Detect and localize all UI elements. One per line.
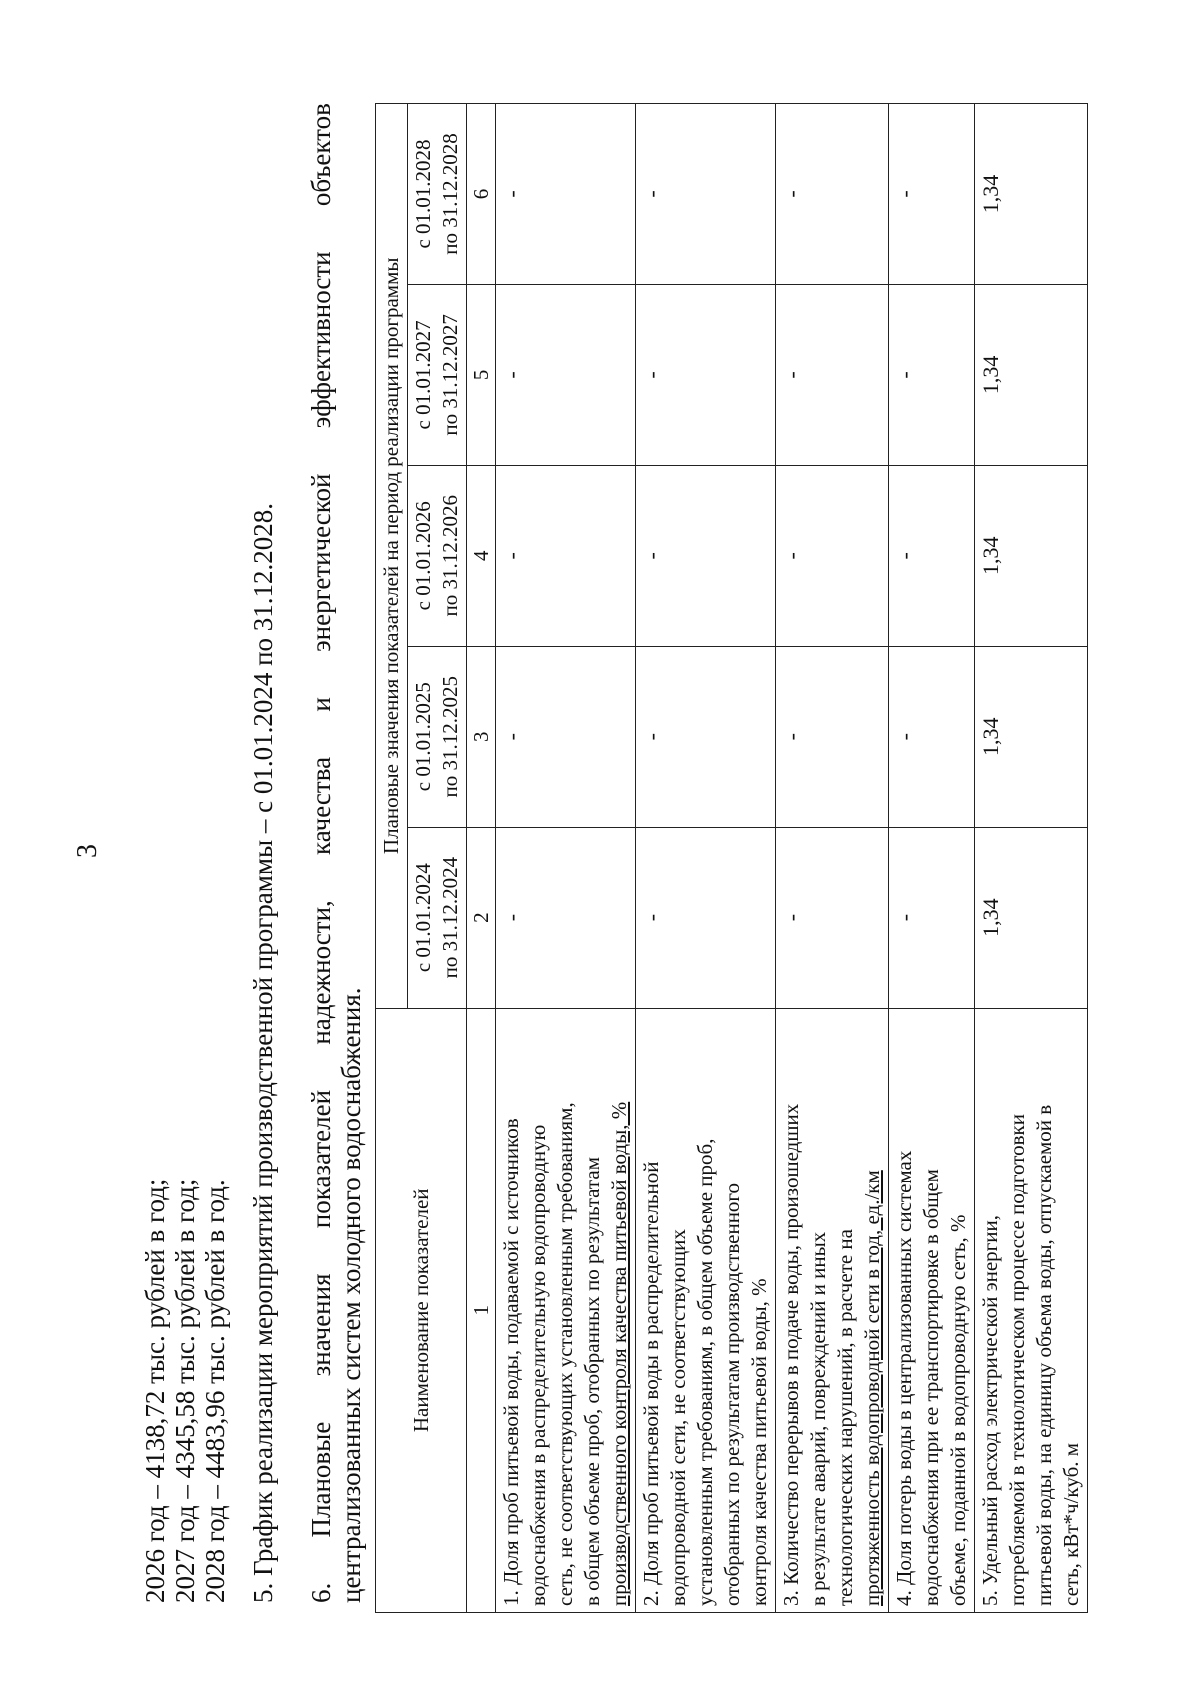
header-period: с 01.01.2024 по 31.12.2024 — [408, 827, 467, 1008]
indicator-value: 1,34 — [975, 646, 1088, 827]
indicator-value: 1,34 — [975, 104, 1088, 285]
indicator-name: 5. Удельный расход электрической энергии, потребляемой в технологическом процессе подготовки питьевой воды, на единицу объема воды, отпускаемой в сеть, кВт*ч/куб. м — [975, 1008, 1088, 1612]
header-period: с 01.01.2025 по 31.12.2025 — [408, 646, 467, 827]
table-row — [975, 104, 1088, 1613]
header-period: с 01.01.2026 по 31.12.2026 — [408, 465, 467, 646]
indicator-value: - — [636, 646, 776, 827]
indicator-value: - — [496, 646, 636, 827]
heading-word: надежности, — [306, 900, 336, 1045]
indicator-value: 1,34 — [975, 827, 1088, 1008]
indicator-name: 3. Количество перерывов в подаче воды, произошедших в результате аварий, повреждений и иных технологических нарушений, в расчете на протяженность водопроводной сети в год, ед./км — [776, 1008, 889, 1612]
indicator-value: - — [889, 827, 975, 1008]
table-row — [636, 104, 776, 1613]
column-number: 2 — [467, 827, 496, 1008]
indicator-value: - — [889, 104, 975, 285]
table-row — [889, 104, 975, 1613]
column-number: 6 — [467, 104, 496, 285]
indicator-value: 1,34 — [975, 284, 1088, 465]
indicator-value: - — [889, 646, 975, 827]
column-number: 5 — [467, 284, 496, 465]
section-5-schedule: 5. График реализации мероприятий производственной программы – с 01.01.2024 по 31.12.2028. — [248, 502, 278, 1603]
heading-word: качества — [306, 756, 336, 855]
indicator-value: - — [636, 104, 776, 285]
column-number: 4 — [467, 465, 496, 646]
indicator-value: - — [889, 284, 975, 465]
table-row — [496, 104, 636, 1613]
indicator-value: - — [636, 465, 776, 646]
indicator-name: 1. Доля проб питьевой воды, подаваемой с источников водоснабжения в распределительную водопроводную сеть, не соответствующих установленным требованиям, в общем объеме проб, отобранных по результатам производственного контроля качества питьевой воды, % — [496, 1008, 636, 1612]
indicator-value: - — [889, 465, 975, 646]
indicator-value: - — [776, 827, 889, 1008]
indicator-value: - — [636, 827, 776, 1008]
indicator-value: - — [776, 646, 889, 827]
column-number: 1 — [467, 1008, 496, 1612]
heading-word: объектов — [306, 103, 336, 207]
indicator-value: - — [496, 104, 636, 285]
column-number: 3 — [467, 646, 496, 827]
indicator-value: - — [776, 465, 889, 646]
indicator-value: - — [496, 465, 636, 646]
column-numbers-row — [467, 104, 496, 1613]
section-6-heading-line1 — [306, 103, 336, 1603]
heading-word: значения — [306, 1273, 336, 1377]
budget-lines — [140, 1179, 230, 1603]
header-indicator-name: Наименование показателей — [376, 1008, 467, 1612]
section-6-heading — [306, 103, 366, 1603]
header-period: с 01.01.2028 по 31.12.2028 — [408, 104, 467, 285]
section-6-heading-line2: централизованных систем холодного водоснабжения. — [336, 987, 366, 1603]
table-row — [776, 104, 889, 1613]
heading-word: эффективности — [306, 251, 336, 429]
indicator-name: 2. Доля проб питьевой воды в распределительной водопроводной сети, не соответствующих установленным требованиям, в общем объеме проб, отобранных по результатам производственного контроля качества питьевой воды, % — [636, 1008, 776, 1612]
indicator-value: - — [776, 284, 889, 465]
header-period: с 01.01.2027 по 31.12.2027 — [408, 284, 467, 465]
indicator-value: - — [636, 284, 776, 465]
page-number: 3 — [72, 844, 103, 858]
heading-word: показателей — [306, 1089, 336, 1229]
indicator-value: - — [776, 104, 889, 285]
budget-line-2026: 2026 год – 4138,72 тыс. рублей в год; — [140, 1178, 170, 1603]
budget-line-2028: 2028 год – 4483,96 тыс. рублей в год. — [200, 1179, 230, 1603]
heading-word: и — [306, 697, 336, 712]
heading-word: 6. — [306, 1582, 336, 1603]
heading-word: энергетической — [306, 473, 336, 652]
indicator-value: 1,34 — [975, 465, 1088, 646]
heading-word: Плановые — [306, 1421, 336, 1538]
indicators-table — [375, 103, 1088, 1613]
indicator-name: 4. Доля потерь воды в централизованных системах водоснабжения при ее транспортировке в общем объеме, поданной в водопроводную сеть, % — [889, 1008, 975, 1612]
header-plan-values: Плановые значения показателей на период реализации программы — [376, 104, 408, 1009]
indicator-value: - — [496, 827, 636, 1008]
indicator-value: - — [496, 284, 636, 465]
budget-line-2027: 2027 год – 4345,58 тыс. рублей в год; — [170, 1178, 200, 1603]
